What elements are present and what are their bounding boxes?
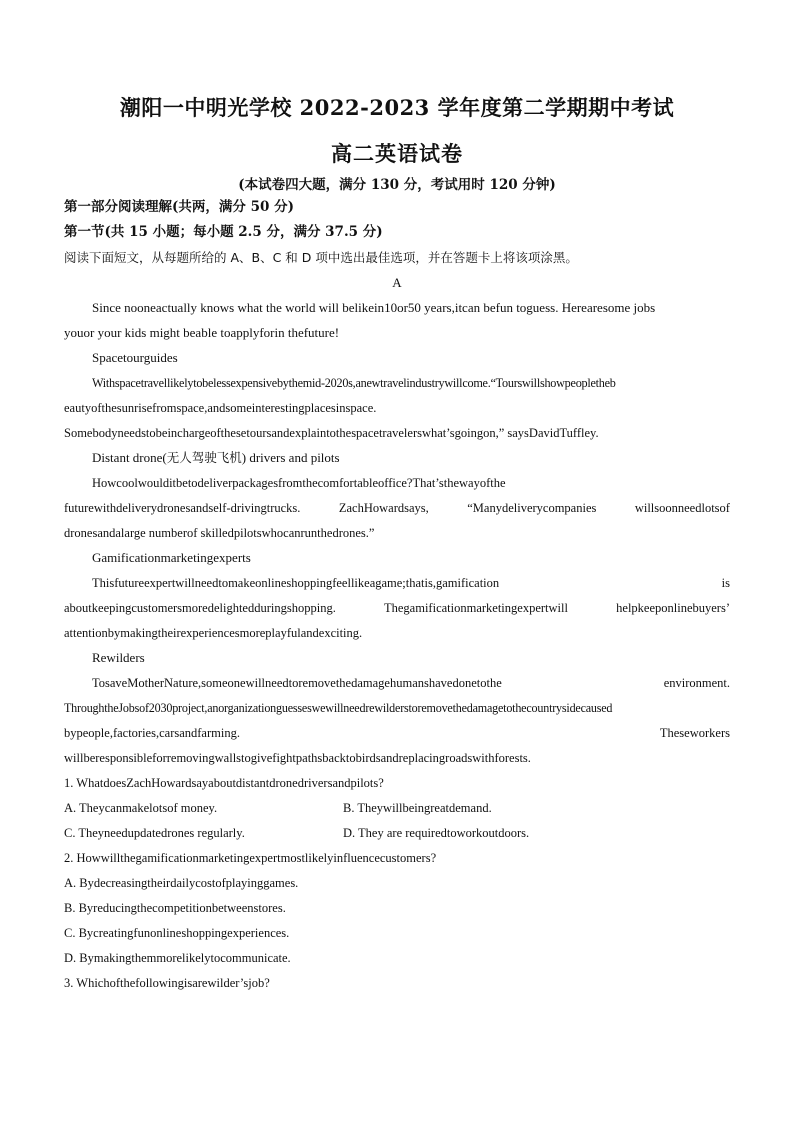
passage-label: A — [392, 275, 402, 290]
question-1-option-b[interactable]: B. Theywillbeingreatdemand. — [343, 801, 492, 815]
job4-line-3-seg-2: Theseworkers — [659, 726, 730, 740]
job3-line-1-seg-1: Thisfutureexpertwillneedtomakeonlineshoppingfeellikeagame;thatis,gamification — [92, 576, 500, 590]
job2-title-chinese: 无人驾驶飞机 — [166, 450, 242, 465]
job2-line-2-seg-1: futurewithdeliverydronesandself-drivingtrucks. — [64, 501, 301, 515]
question-1-option-a[interactable]: A. Theycanmakelotsof money. — [64, 801, 218, 815]
job3-line-2-seg-3: helpkeeponlinebuyers’ — [616, 601, 730, 615]
instruction-text: 阅读下面短文，从每题所给的 A、B、C 和 D 项中选出最佳选项，并在答题卡上将该项涂黑。 — [64, 250, 578, 265]
job-title-rewilders: Rewilders — [92, 650, 145, 665]
job4-line-3-seg-1: bypeople,factories,carsandfarming. — [64, 726, 240, 740]
job3-line-3: attentionbymakingtheirexperiencesmoreplayfulandexciting. — [64, 626, 363, 640]
job1-line-2: eautyofthesunrisefromspace,andsomeinterestingplacesinspace. — [64, 401, 377, 415]
job1-line-1: Withspacetravellikelytobelessexpensivebythemid-2020s,anewtravelindustrywillcome.“Tourswillshowpeopletheb — [92, 376, 616, 390]
job2-line-3: dronesandalarge numberof skilledpilotswhocanrunthedrones.” — [64, 526, 375, 540]
job2-line-2-seg-4: willsoonneedlotsof — [634, 501, 730, 515]
job3-line-1-seg-2: is — [721, 576, 730, 590]
job4-line-1-seg-2: environment. — [663, 676, 730, 690]
job4-line-4: willberesponsibleforremovingwallstogivefightpathsbacktobirdsandreplacingroadswithforests. — [64, 751, 531, 765]
job2-title-part-2: ) drivers and pilots — [241, 450, 340, 465]
job4-line-1 — [92, 674, 730, 692]
job2-line-2 — [64, 499, 730, 517]
question-2-stem: 2. Howwillthegamificationmarketingexpertmostlikelyinfluencecustomers? — [64, 851, 437, 865]
job2-line-2-seg-2: ZachHowardsays, — [338, 501, 429, 515]
job2-line-2-seg-3: “Manydeliverycompanies — [467, 501, 597, 515]
job2-line-1: Howcoolwoulditbetodeliverpackagesfromthecomfortableoffice?That’sthewayofthe — [92, 476, 506, 490]
part1-heading: 第一部分阅读理解(共两，满分 50 分) — [64, 199, 294, 215]
job4-line-3 — [64, 724, 730, 742]
passage-intro-line-1: Since nooneactually knows what the world will belikein10or50 years,itcan befun toguess. Herearesome jobs — [92, 300, 656, 315]
job4-line-1-seg-1: TosaveMotherNature,someonewillneedtoremovethedamagehumanshavedonetothe — [92, 676, 502, 690]
job-title-space-tour-guides: Spacetourguides — [92, 350, 178, 365]
exam-title: 潮阳一中明光学校 2022-2023 学年度第二学期期中考试 — [119, 95, 675, 120]
question-1-stem: 1. WhatdoesZachHowardsayaboutdistantdronedriversandpilots? — [64, 776, 384, 790]
job3-line-1 — [92, 574, 730, 592]
exam-note: (本试卷四大题，满分 130 分，考试用时 120 分钟) — [238, 177, 556, 193]
question-1-option-d[interactable]: D. They are requiredtoworkoutdoors. — [343, 826, 530, 840]
question-2-option-d[interactable]: D. Bymakingthemmorelikelytocommunicate. — [64, 951, 291, 965]
question-2-option-b[interactable]: B. Byreducingthecompetitionbetweenstores. — [64, 901, 286, 915]
question-3-stem: 3. Whichofthefollowingisarewilder’sjob? — [64, 976, 270, 990]
job2-title-part-1: Distant drone( — [92, 450, 167, 465]
section1-heading: 第一节(共 15 小题；每小题 2.5 分，满分 37.5 分) — [64, 224, 383, 240]
exam-subject: 高二英语试卷 — [331, 141, 463, 166]
job4-line-2: ThroughtheJobsof2030project,anorganizationguesseswewillneedrewilderstoremovethedamagetothecountrysidecaused — [64, 701, 613, 715]
job-title-gamification: Gamificationmarketingexperts — [92, 550, 251, 565]
job3-line-2-seg-2: Thegamificationmarketingexpertwill — [384, 601, 568, 615]
question-1-option-c[interactable]: C. Theyneedupdatedrones regularly. — [64, 826, 245, 840]
job-title-drone-pilots — [92, 449, 730, 467]
job1-line-3: Somebodyneedstobeinchargeofthesetoursandexplaintothespacetravelerswhat’sgoingon,” saysDavidTuffley. — [64, 426, 599, 440]
job3-line-2-seg-1: aboutkeepingcustomersmoredelightedduringshopping. — [64, 601, 336, 615]
job3-line-2 — [64, 599, 730, 617]
question-2-option-a[interactable]: A. Bydecreasingtheirdailycostofplayinggames. — [64, 876, 299, 890]
question-2-option-c[interactable]: C. Bycreatingfunonlineshoppingexperiences. — [64, 926, 290, 940]
passage-intro-line-2: youor your kids might beable toapplyforin thefuture! — [64, 325, 340, 340]
